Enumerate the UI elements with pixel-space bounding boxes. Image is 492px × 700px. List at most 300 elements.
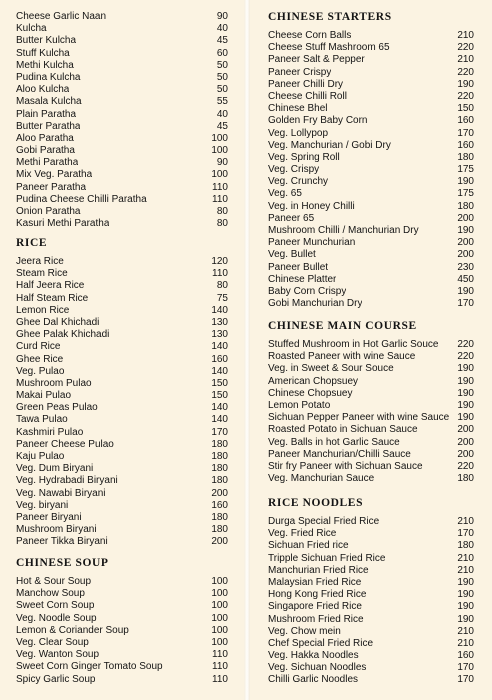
menu-item-price: 130 [211, 329, 228, 341]
menu-item-name: Chinese Bhel [268, 103, 328, 115]
menu-item-price: 180 [457, 151, 474, 163]
menu-item [268, 565, 474, 577]
menu-item-price: 190 [457, 589, 474, 601]
menu-item-price: 220 [457, 339, 474, 350]
menu-item [16, 427, 228, 439]
menu-item-name: American Chopsuey [268, 375, 359, 387]
menu-item-price: 100 [211, 169, 228, 181]
menu-item-price: 100 [211, 132, 228, 144]
menu-item-name: Kashmiri Pulao [16, 426, 84, 438]
menu-item-price: 50 [216, 59, 228, 71]
menu-item-price: 220 [457, 66, 474, 78]
menu-item-price: 90 [216, 157, 228, 169]
menu-item-price: 110 [212, 193, 228, 205]
menu-item-name: Cheese Corn Balls [268, 30, 352, 41]
menu-item-price: 110 [212, 181, 228, 193]
menu-item-name: Veg. Spring Roll [268, 151, 340, 163]
menu-item-name: Veg. Crunchy [268, 176, 329, 188]
menu-item-name: Baby Corn Crispy [268, 285, 347, 297]
menu-item-name: Paneer Salt & Pepper [268, 54, 365, 66]
menu-item [16, 280, 228, 292]
menu-item-name: Veg. biryani [16, 499, 69, 511]
menu-item-price: 140 [211, 414, 228, 426]
menu-item [16, 524, 228, 536]
menu-item [16, 500, 228, 512]
menu-item-name: Mushroom Pulao [16, 377, 92, 389]
menu-item-name: Hong Kong Fried Rice [268, 589, 367, 601]
menu-item [16, 600, 228, 612]
menu-item-price: 180 [457, 473, 474, 485]
menu-item-price: 110 [212, 268, 228, 280]
menu-item-price: 170 [457, 662, 474, 674]
menu-item-price: 190 [457, 387, 474, 399]
menu-item [16, 402, 228, 414]
menu-item-price: 110 [212, 649, 228, 661]
menu-item [268, 237, 474, 249]
menu-item [268, 286, 474, 298]
menu-item-price: 120 [211, 256, 228, 267]
menu-item-price: 190 [457, 225, 474, 236]
menu-item [268, 553, 474, 565]
menu-item [16, 60, 228, 72]
menu-item-price: 180 [211, 475, 228, 487]
menu-item-price: 100 [211, 612, 228, 624]
menu-item-price: 170 [457, 127, 474, 139]
menu-item-name: Manchow Soup [16, 588, 85, 600]
menu-item-name: Veg. Chow mein [268, 625, 341, 637]
menu-item-price: 220 [457, 90, 474, 102]
menu-item-name: Methi Paratha [16, 157, 79, 169]
menu-item-price: 210 [457, 516, 474, 527]
menu-item-price: 100 [211, 600, 228, 612]
menu-item-price: 110 [212, 673, 228, 685]
menu-item-name: Lemon Rice [16, 304, 70, 316]
menu-item-price: 200 [211, 536, 228, 548]
menu-item-name: Mushroom Biryani [16, 524, 97, 536]
menu-item-name: Aloo Kulcha [16, 84, 70, 96]
menu-item [16, 649, 228, 661]
menu-item-price: 190 [457, 613, 474, 625]
menu-item-name: Malaysian Fried Rice [268, 576, 362, 588]
menu-item [268, 213, 474, 225]
menu-item-name: Pudina Cheese Chilli Paratha [16, 193, 147, 205]
menu-item-name: Veg. Manchurian / Gobi Dry [268, 139, 391, 151]
chinese-main-course-section [268, 320, 474, 485]
menu-item [268, 128, 474, 140]
menu-item-name: Sichuan Pepper Paneer with wine Sauce [268, 412, 450, 424]
breads-section [16, 11, 228, 230]
menu-item-price: 110 [212, 661, 228, 673]
menu-item [16, 463, 228, 475]
menu-item [16, 317, 228, 329]
menu-item-name: Veg. Sichuan Noodles [268, 662, 367, 674]
menu-item [16, 23, 228, 35]
menu-item-name: Veg. Wanton Soup [16, 649, 100, 661]
menu-item-price: 40 [216, 23, 228, 35]
menu-item-name: Tripple Sichuan Fried Rice [268, 552, 386, 564]
menu-item-price: 160 [457, 650, 474, 662]
menu-item [268, 363, 474, 375]
menu-item-name: Onion Paratha [16, 206, 81, 217]
menu-item-price: 190 [457, 285, 474, 297]
menu-item-price: 200 [211, 487, 228, 499]
menu-item-price: 220 [457, 460, 474, 472]
menu-item-price: 170 [211, 426, 228, 438]
menu-item-name: Chef Special Fried Rice [268, 637, 374, 649]
menu-item-name: Jeera Rice [16, 256, 64, 267]
rice-noodles-heading: RICE NOODLES [268, 497, 364, 509]
menu-item-price: 160 [211, 499, 228, 511]
menu-item [16, 72, 228, 84]
menu-item-name: Spicy Garlic Soup [16, 673, 96, 685]
menu-item-name: Ghee Dal Khichadi [16, 316, 100, 328]
menu-item-price: 45 [216, 120, 228, 132]
menu-item-name: Chilli Garlic Noodles [268, 674, 359, 686]
menu-item [16, 206, 228, 218]
menu-item-price: 80 [216, 206, 228, 217]
menu-item-price: 175 [457, 164, 474, 176]
menu-item [16, 674, 228, 686]
menu-item-price: 220 [457, 351, 474, 363]
menu-item-price: 190 [457, 601, 474, 613]
menu-item-name: Half Jeera Rice [16, 280, 85, 292]
menu-item-price: 150 [211, 390, 228, 402]
menu-item [16, 133, 228, 145]
menu-item [268, 424, 474, 436]
menu-item [268, 540, 474, 552]
menu-item-name: Singapore Fried Rice [268, 601, 362, 613]
menu-item-name: Durga Special Fried Rice [268, 516, 380, 527]
menu-item-price: 220 [457, 42, 474, 54]
menu-item-name: Aloo Paratha [16, 132, 74, 144]
menu-item [268, 650, 474, 662]
menu-item [16, 378, 228, 390]
menu-item-name: Veg. Noodle Soup [16, 612, 97, 624]
menu-item [16, 268, 228, 280]
menu-item [268, 91, 474, 103]
menu-item-name: Stuff Kulcha [16, 47, 70, 59]
menu-item-name: Cheese Garlic Naan [16, 11, 107, 22]
menu-item-name: Veg. 65 [268, 188, 302, 200]
menu-item-name: Stir fry Paneer with Sichuan Sauce [268, 460, 423, 472]
menu-item [16, 414, 228, 426]
menu-item [16, 576, 228, 588]
menu-item-name: Paneer Munchurian [268, 237, 356, 249]
menu-item [268, 577, 474, 589]
chinese-starters-section [268, 11, 474, 310]
menu-item [268, 400, 474, 412]
menu-item-name: Kulcha [16, 23, 47, 35]
menu-item [268, 638, 474, 650]
menu-item [16, 475, 228, 487]
menu-item [16, 256, 228, 268]
menu-item [268, 461, 474, 473]
menu-item-name: Chinese Chopsuey [268, 387, 353, 399]
menu-item [268, 516, 474, 528]
rice-noodles-section [268, 497, 474, 687]
menu-item-name: Chinese Platter [268, 273, 337, 285]
menu-item-price: 170 [457, 298, 474, 310]
menu-item-name: Green Peas Pulao [16, 402, 98, 414]
menu-item-name: Veg. Balls in hot Garlic Sauce [268, 436, 400, 448]
menu-item-price: 175 [457, 188, 474, 200]
menu-item-name: Ghee Palak Khichadi [16, 329, 110, 341]
chinese-starters-heading: CHINESE STARTERS [268, 11, 392, 23]
menu-item-price: 170 [457, 674, 474, 686]
menu-item-name: Manchurian Fried Rice [268, 564, 369, 576]
column-divider [244, 0, 250, 700]
menu-item-name: Butter Paratha [16, 120, 81, 132]
menu-item-name: Sichuan Fried rice [268, 540, 349, 552]
menu-item [16, 218, 228, 230]
menu-item-name: Methi Kulcha [16, 59, 74, 71]
menu-item [268, 528, 474, 540]
menu-item-price: 100 [211, 624, 228, 636]
menu-item-name: Steam Rice [16, 268, 68, 280]
menu-item-price: 200 [457, 212, 474, 224]
menu-item [268, 79, 474, 91]
menu-item-name: Lemon Potato [268, 399, 331, 411]
menu-item-price: 150 [211, 377, 228, 389]
menu-item [16, 536, 228, 548]
menu-item-price: 100 [211, 576, 228, 587]
menu-item-name: Veg. Pulao [16, 365, 65, 377]
menu-item-name: Stuffed Mushroom in Hot Garlic Souce [268, 339, 439, 350]
menu-item-price: 190 [457, 412, 474, 424]
menu-item-name: Gobi Paratha [16, 145, 75, 157]
menu-item [16, 96, 228, 108]
menu-item [16, 512, 228, 524]
menu-item [268, 67, 474, 79]
menu-item-name: Sweet Corn Soup [16, 600, 95, 612]
chinese-soup-section [16, 557, 228, 686]
menu-item-price: 210 [457, 625, 474, 637]
menu-item [16, 109, 228, 121]
menu-item-name: Kasuri Methi Paratha [16, 218, 110, 230]
menu-item [16, 194, 228, 206]
menu-item-price: 140 [211, 304, 228, 316]
menu-item-price: 80 [216, 218, 228, 230]
menu-item-name: Roasted Paneer with wine Sauce [268, 351, 416, 363]
menu-item-price: 45 [216, 35, 228, 47]
menu-item-price: 200 [457, 436, 474, 448]
menu-item-price: 200 [457, 448, 474, 460]
menu-item [16, 354, 228, 366]
menu-item [16, 661, 228, 673]
menu-item [16, 613, 228, 625]
menu-item [268, 30, 474, 42]
menu-item-price: 450 [457, 273, 474, 285]
menu-item [268, 152, 474, 164]
menu-item-name: Butter Kulcha [16, 35, 77, 47]
menu-item-price: 180 [457, 200, 474, 212]
menu-item-price: 180 [457, 540, 474, 552]
menu-item-price: 180 [211, 463, 228, 475]
menu-item-price: 190 [457, 363, 474, 375]
menu-item-price: 200 [457, 237, 474, 249]
menu-item-name: Veg. in Honey Chilli [268, 200, 355, 212]
menu-item-price: 100 [211, 636, 228, 648]
menu-item-name: Plain Paratha [16, 108, 77, 120]
menu-item-price: 75 [216, 292, 228, 304]
menu-item-name: Half Steam Rice [16, 292, 89, 304]
menu-item [16, 48, 228, 60]
menu-item [268, 626, 474, 638]
menu-item-price: 200 [457, 249, 474, 261]
menu-item [268, 164, 474, 176]
menu-item-name: Paneer Bullet [268, 261, 329, 273]
menu-item-name: Cheese Stuff Mashroom 65 [268, 42, 390, 54]
menu-item [16, 488, 228, 500]
menu-item-price: 50 [216, 71, 228, 83]
menu-item-name: Paneer Chilli Dry [268, 78, 344, 90]
menu-item-name: Roasted Potato in Sichuan Sauce [268, 424, 418, 436]
menu-item [16, 293, 228, 305]
menu-item [16, 169, 228, 181]
menu-item [16, 637, 228, 649]
menu-item-name: Tawa Pulao [16, 414, 68, 426]
menu-item [268, 54, 474, 66]
menu-item-name: Kaju Pulao [16, 451, 65, 462]
menu-item-price: 190 [457, 576, 474, 588]
menu-item-price: 140 [211, 365, 228, 377]
menu-item [268, 42, 474, 54]
menu-item-name: Paneer 65 [268, 212, 315, 224]
menu-item [16, 84, 228, 96]
menu-item-name: Paneer Cheese Pulao [16, 438, 114, 450]
menu-item-price: 100 [211, 145, 228, 157]
menu-item-price: 190 [457, 78, 474, 90]
menu-item [16, 11, 228, 23]
menu-item-price: 190 [457, 399, 474, 411]
menu-item-name: Veg. Dum Biryani [16, 463, 94, 475]
menu-item [16, 329, 228, 341]
rice-section [16, 237, 228, 549]
chinese-main-course-heading: CHINESE MAIN COURSE [268, 320, 417, 332]
menu-item-price: 190 [457, 176, 474, 188]
menu-item [268, 140, 474, 152]
menu-item-price: 40 [216, 108, 228, 120]
menu-item [16, 121, 228, 133]
menu-item-name: Mushroom Fried Rice [268, 613, 364, 625]
menu-item [268, 274, 474, 286]
menu-item-price: 140 [211, 341, 228, 353]
menu-item-name: Paneer Paratha [16, 181, 87, 193]
menu-item-name: Paneer Manchurian/Chilli Sauce [268, 448, 411, 460]
menu-item [268, 473, 474, 485]
menu-item-name: Masala Kulcha [16, 96, 82, 108]
menu-item [268, 298, 474, 310]
menu-item [268, 614, 474, 626]
menu-item-name: Cheese Chilli Roll [268, 90, 347, 102]
menu-item-price: 180 [211, 511, 228, 523]
menu-item-name: Veg. Bullet [268, 249, 316, 261]
menu-item [268, 449, 474, 461]
menu-item [268, 225, 474, 237]
menu-item-price: 200 [457, 424, 474, 436]
menu-item-price: 130 [211, 316, 228, 328]
menu-item [16, 305, 228, 317]
chinese-soup-heading: CHINESE SOUP [16, 557, 109, 569]
menu-item-name: Makai Pulao [16, 390, 72, 402]
menu-item-name: Veg. Manchurian Sauce [268, 473, 375, 485]
menu-item-name: Pudina Kulcha [16, 71, 81, 83]
menu-item-price: 60 [216, 47, 228, 59]
menu-item [16, 390, 228, 402]
menu-item-name: Veg. Hakka Noodles [268, 650, 359, 662]
menu-item [268, 103, 474, 115]
menu-item-name: Ghee Rice [16, 353, 64, 365]
menu-item-price: 170 [457, 528, 474, 540]
menu-item [268, 662, 474, 674]
menu-item [268, 201, 474, 213]
menu-item-name: Hot & Sour Soup [16, 576, 92, 587]
menu-item [16, 451, 228, 463]
menu-item-price: 180 [211, 451, 228, 462]
menu-item-price: 160 [457, 139, 474, 151]
menu-item-price: 180 [211, 438, 228, 450]
menu-item-price: 190 [457, 375, 474, 387]
menu-item-name: Gobi Manchurian Dry [268, 298, 363, 310]
menu-item-price: 55 [216, 96, 228, 108]
menu-item [16, 145, 228, 157]
menu-item [268, 437, 474, 449]
menu-item [268, 388, 474, 400]
menu-item-name: Veg. Nawabi Biryani [16, 487, 106, 499]
menu-item [16, 439, 228, 451]
menu-item [16, 366, 228, 378]
menu-item [16, 625, 228, 637]
menu-item [268, 376, 474, 388]
menu-item-name: Veg. Clear Soup [16, 636, 89, 648]
menu-item-price: 230 [457, 261, 474, 273]
menu-item-price: 90 [216, 11, 228, 22]
menu-item [268, 262, 474, 274]
menu-item-price: 210 [457, 552, 474, 564]
menu-item-name: Mushroom Chilli / Manchurian Dry [268, 225, 419, 236]
menu-item [268, 249, 474, 261]
menu-item-name: Golden Fry Baby Corn [268, 115, 368, 127]
menu-item-price: 80 [216, 280, 228, 292]
menu-item [268, 188, 474, 200]
menu-item-price: 150 [457, 103, 474, 115]
menu-item-price: 50 [216, 84, 228, 96]
menu-item-price: 180 [211, 524, 228, 536]
menu-item-price: 160 [457, 115, 474, 127]
menu-item [16, 182, 228, 194]
menu-item-name: Curd Rice [16, 341, 61, 353]
rice-heading: RICE [16, 237, 48, 249]
menu-item [16, 341, 228, 353]
menu-item [268, 339, 474, 351]
menu-item [16, 157, 228, 169]
menu-item-name: Paneer Crispy [268, 66, 332, 78]
menu-item [16, 35, 228, 47]
menu-item-price: 100 [211, 588, 228, 600]
menu-item-name: Veg. Hydrabadi Biryani [16, 475, 118, 487]
menu-item [268, 176, 474, 188]
menu-item-price: 210 [457, 564, 474, 576]
menu-item [268, 674, 474, 686]
menu-item-name: Paneer Biryani [16, 511, 82, 523]
menu-item [268, 601, 474, 613]
menu-item-price: 140 [211, 402, 228, 414]
menu-item [268, 589, 474, 601]
menu-item [16, 588, 228, 600]
menu-item-name: Veg. in Sweet & Sour Souce [268, 363, 394, 375]
menu-item-name: Mix Veg. Paratha [16, 169, 93, 181]
menu-item-price: 210 [457, 30, 474, 41]
